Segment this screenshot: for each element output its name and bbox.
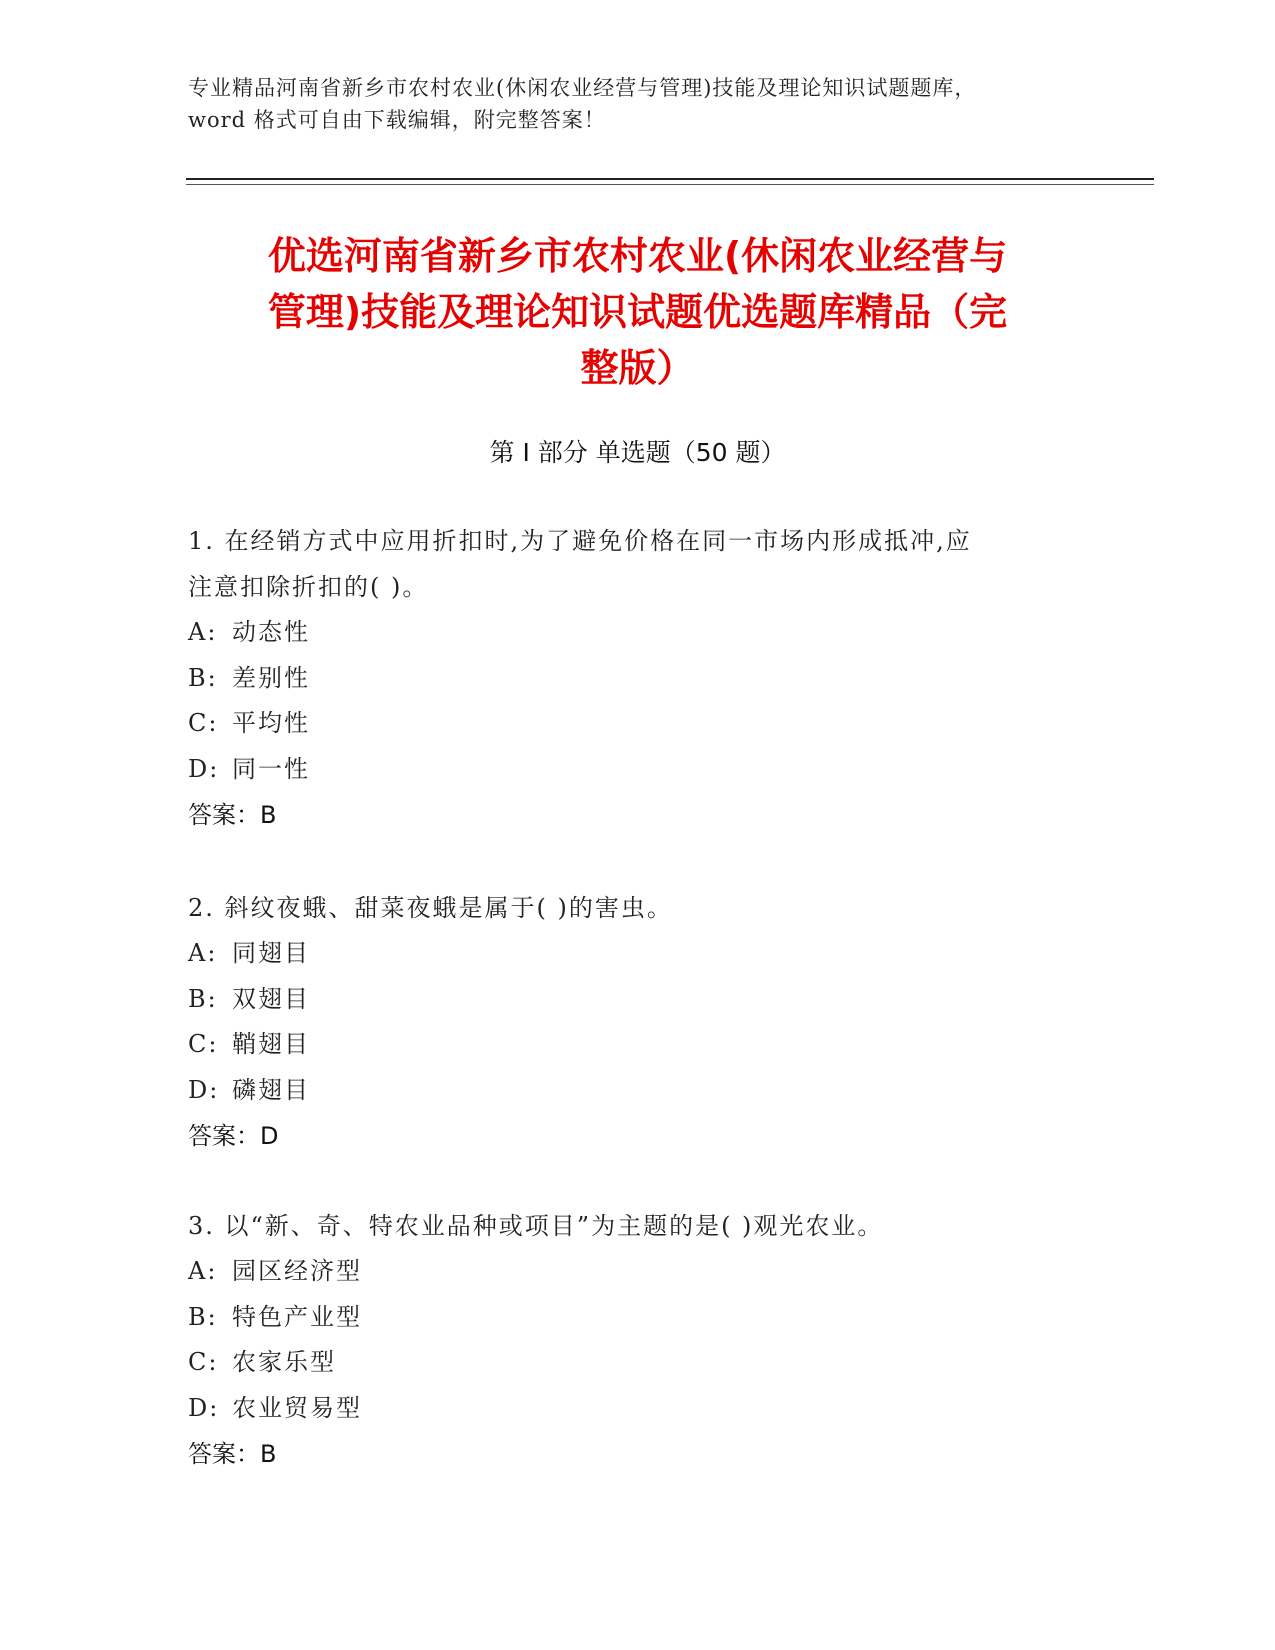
option-key: D: — [188, 754, 220, 783]
option-key: C: — [188, 709, 219, 737]
option-key: D: — [188, 1075, 220, 1104]
question-3 — [188, 1203, 1088, 1477]
option-key: C: — [188, 1348, 219, 1376]
header-note — [188, 72, 1088, 136]
document-title-line-2: 管理)技能及理论知识试题优选题库精品（完 — [267, 290, 1008, 334]
answer: 答案：B — [188, 801, 277, 829]
option-b — [188, 656, 1088, 702]
option-text: 农业贸易型 — [232, 1393, 362, 1422]
question-stem-line-2: 注意扣除折扣的( )。 — [188, 573, 429, 601]
answer: 答案：B — [188, 1440, 277, 1468]
option-a — [188, 931, 1088, 977]
option-key: B: — [188, 984, 218, 1013]
section-title: 第 I 部分 单选题（50 题） — [489, 438, 786, 467]
option-c — [188, 1022, 1088, 1068]
option-key: D: — [188, 1393, 220, 1422]
option-key: A: — [188, 939, 218, 967]
option-c — [188, 1340, 1088, 1386]
header-note-line-2: word 格式可自由下载编辑，附完整答案！ — [188, 108, 606, 132]
option-d — [188, 1386, 1088, 1432]
option-text: 双翅目 — [232, 984, 310, 1013]
option-text: 同翅目 — [232, 939, 310, 967]
header-note-line-1: 专业精品河南省新乡市农村农业(休闲农业经营与管理)技能及理论知识试题题库， — [188, 76, 977, 100]
question-stem-line-1: 2. 斜纹夜蛾、甜菜夜蛾是属于( )的害虫。 — [188, 894, 673, 922]
option-key: B: — [188, 663, 218, 692]
answer: 答案：D — [188, 1122, 279, 1150]
header-rule-thin — [186, 184, 1154, 185]
option-text: 同一性 — [232, 754, 310, 783]
option-text: 特色产业型 — [232, 1302, 362, 1331]
option-text: 差别性 — [232, 663, 310, 692]
option-text: 磷翅目 — [232, 1075, 310, 1104]
option-key: C: — [188, 1030, 219, 1058]
document-title — [180, 228, 1095, 396]
option-c — [188, 701, 1088, 747]
option-text: 园区经济型 — [232, 1257, 362, 1285]
question-stem-line-1: 1. 在经销方式中应用折扣时,为了避免价格在同一市场内形成抵冲,应 — [188, 527, 972, 555]
option-a — [188, 1249, 1088, 1295]
question-stem-line-1: 3. 以“新、奇、特农业品种或项目”为主题的是( )观光农业。 — [188, 1212, 884, 1240]
option-text: 鞘翅目 — [232, 1030, 310, 1058]
option-key: A: — [188, 618, 218, 646]
option-a — [188, 610, 1088, 656]
document-title-line-1: 优选河南省新乡市农村农业(休闲农业经营与 — [267, 234, 1008, 278]
document-title-line-3: 整版） — [580, 346, 695, 390]
question-1 — [188, 518, 1088, 838]
option-key: B: — [188, 1302, 218, 1331]
option-key: A: — [188, 1257, 218, 1285]
header-rule-thick — [186, 178, 1154, 180]
option-b — [188, 977, 1088, 1023]
option-b — [188, 1295, 1088, 1341]
question-2 — [188, 885, 1088, 1159]
option-text: 平均性 — [232, 709, 310, 737]
option-text: 农家乐型 — [232, 1348, 336, 1376]
option-d — [188, 1068, 1088, 1114]
option-text: 动态性 — [232, 618, 310, 646]
option-d — [188, 747, 1088, 793]
